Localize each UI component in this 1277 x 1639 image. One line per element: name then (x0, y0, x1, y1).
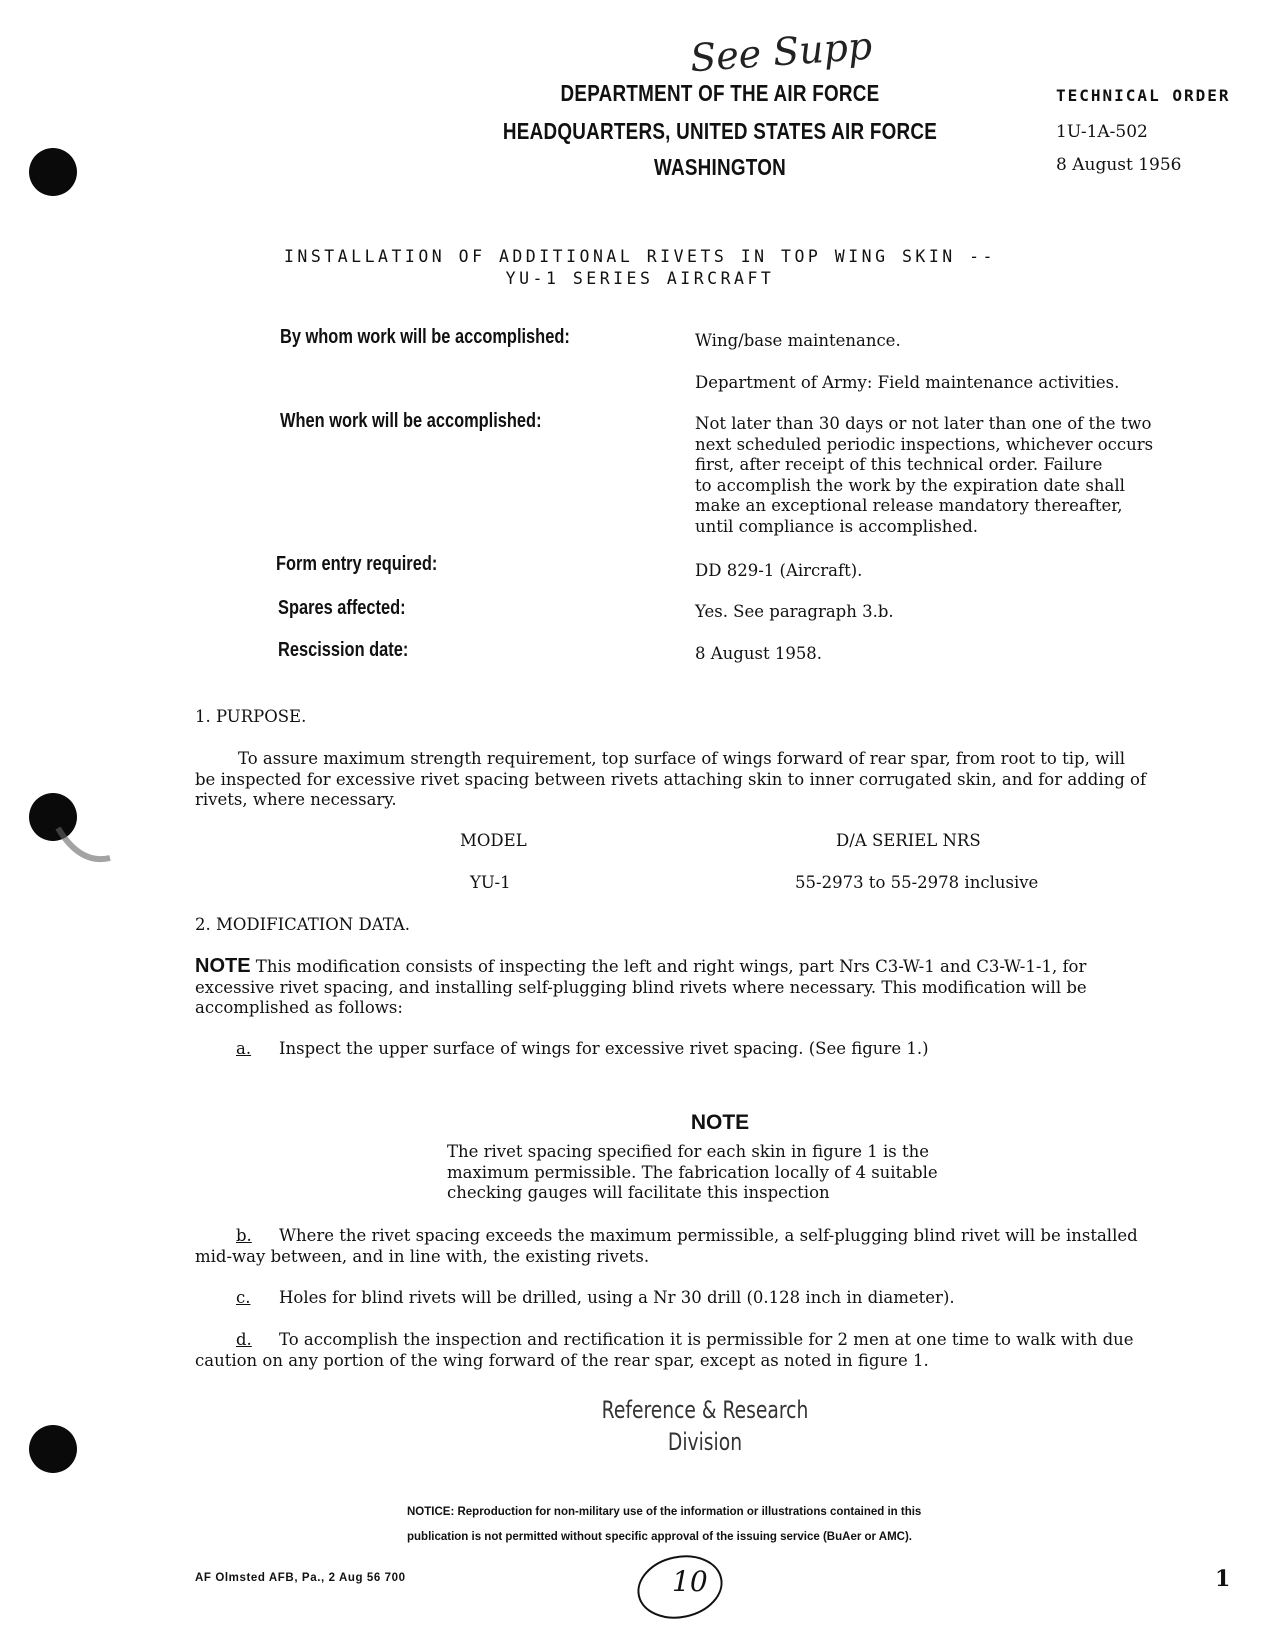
modification-note-line: excessive rivet spacing, and installing self-plugging blind rivets where necessary. This modification will be (195, 977, 1087, 997)
item-b-letter: b. (236, 1226, 252, 1245)
when-line: Not later than 30 days or not later than one of the two (695, 414, 1152, 433)
technical-order-number: 1U-1A-502 (1056, 122, 1148, 142)
when-line: until compliance is accomplished. (695, 516, 979, 536)
binder-hole-bottom (29, 1425, 77, 1473)
serial-value: 55-2973 to 55-2978 inclusive (795, 873, 1039, 892)
item-d-letter: d. (236, 1330, 252, 1349)
reference-research-stamp (592, 1394, 818, 1458)
item-d-line-1: To accomplish the inspection and rectification it is permissible for 2 men at one time to walk with due (279, 1330, 1134, 1349)
dept-line-3: WASHINGTON (653, 154, 787, 180)
when-value (695, 414, 1195, 538)
when-line: make an exceptional release mandatory thereafter, (695, 496, 1123, 516)
technical-order-label: TECHNICAL ORDER (1056, 86, 1231, 105)
page-number: 1 (1215, 1566, 1231, 1592)
form-entry-value: DD 829-1 (Aircraft). (695, 561, 863, 580)
stamp-line-2: Division (667, 1428, 743, 1456)
item-b-line-2: mid-way between, and in line with, the existing rivets. (195, 1247, 650, 1266)
modification-note-line: accomplished as follows: (195, 998, 403, 1018)
item-a-letter: a. (236, 1039, 252, 1058)
binder-hole-top (29, 148, 77, 196)
section-1-heading: 1. PURPOSE. (195, 707, 307, 726)
notice-line: publication is not permitted without specific approval of the issuing service (BuAer or AMC). (407, 1531, 912, 1543)
item-d-line-2: caution on any portion of the wing forward of the rear spar, except as noted in figure 1. (195, 1351, 929, 1370)
model-value: YU-1 (470, 873, 511, 892)
item-a-text: Inspect the upper surface of wings for excessive rivet spacing. (See figure 1.) (279, 1039, 929, 1058)
dept-line-2: HEADQUARTERS, UNITED STATES AIR FORCE (502, 118, 938, 144)
serial-column-header: D/A SERIEL NRS (836, 831, 981, 850)
model-column-header: MODEL (460, 831, 527, 850)
document-title-line-1: INSTALLATION OF ADDITIONAL RIVETS IN TOP WING SKIN -- (284, 247, 996, 266)
stamp-line-1: Reference & Research (601, 1396, 809, 1424)
modification-note-line (195, 956, 1255, 978)
document-title-line-2: YU-1 SERIES AIRCRAFT (505, 269, 775, 288)
item-c-text: Holes for blind rivets will be drilled, using a Nr 30 drill (0.128 inch in diameter). (279, 1288, 955, 1307)
item-c-letter: c. (236, 1288, 251, 1307)
note-inline-label: NOTE (195, 955, 251, 977)
printer-imprint: AF Olmsted AFB, Pa., 2 Aug 56 700 (195, 1572, 406, 1584)
form-entry-label: Form entry required: (276, 553, 438, 575)
note-body-line: checking gauges will facilitate this inspection (447, 1183, 830, 1203)
handwritten-circle-number: 10 (672, 1565, 708, 1598)
spares-affected-value: Yes. See paragraph 3.b. (695, 602, 894, 621)
when-line: to accomplish the work by the expiration date shall (695, 475, 1125, 495)
section-2-heading: 2. MODIFICATION DATA. (195, 915, 410, 934)
note-heading: NOTE (690, 1111, 750, 1134)
note-body (447, 1142, 1017, 1204)
modification-note-paragraph (195, 956, 1255, 1019)
by-whom-value-1: Wing/base maintenance. (695, 331, 901, 350)
reproduction-notice (407, 1500, 1027, 1550)
rescission-date-value: 8 August 1958. (695, 644, 823, 663)
technical-order-date: 8 August 1956 (1056, 155, 1182, 175)
rescission-date-label: Rescission date: (278, 639, 409, 661)
by-whom-label: By whom work will be accomplished: (280, 326, 570, 348)
purpose-paragraph (195, 749, 1255, 811)
handwritten-note: See Supp (688, 23, 874, 81)
scan-shadow-arc (50, 820, 120, 870)
purpose-line: To assure maximum strength requirement, top surface of wings forward of rear spar, from root to tip, will (238, 749, 1126, 768)
purpose-line: rivets, where necessary. (195, 790, 397, 810)
notice-line: NOTICE: Reproduction for non-military use of the information or illustrations contained in this (407, 1506, 922, 1518)
note-body-line: maximum permissible. The fabrication locally of 4 suitable (447, 1162, 938, 1182)
when-line: next scheduled periodic inspections, whichever occurs (695, 434, 1154, 454)
spares-affected-label: Spares affected: (278, 597, 406, 619)
item-b-line-1: Where the rivet spacing exceeds the maximum permissible, a self-plugging blind rivet will be installed (279, 1226, 1138, 1245)
purpose-line: be inspected for excessive rivet spacing between rivets attaching skin to inner corrugated skin, and for adding of (195, 769, 1147, 789)
note-body-line: The rivet spacing specified for each skin in figure 1 is the (447, 1142, 929, 1161)
note-inline-text: This modification consists of inspecting the left and right wings, part Nrs C3-W-1 and C3-W-1-1, for (250, 957, 1087, 976)
when-label: When work will be accomplished: (280, 410, 542, 432)
dept-line-1: DEPARTMENT OF THE AIR FORCE (560, 80, 880, 106)
when-line: first, after receipt of this technical order. Failure (695, 455, 1103, 475)
by-whom-value-2: Department of Army: Field maintenance activities. (695, 373, 1120, 392)
